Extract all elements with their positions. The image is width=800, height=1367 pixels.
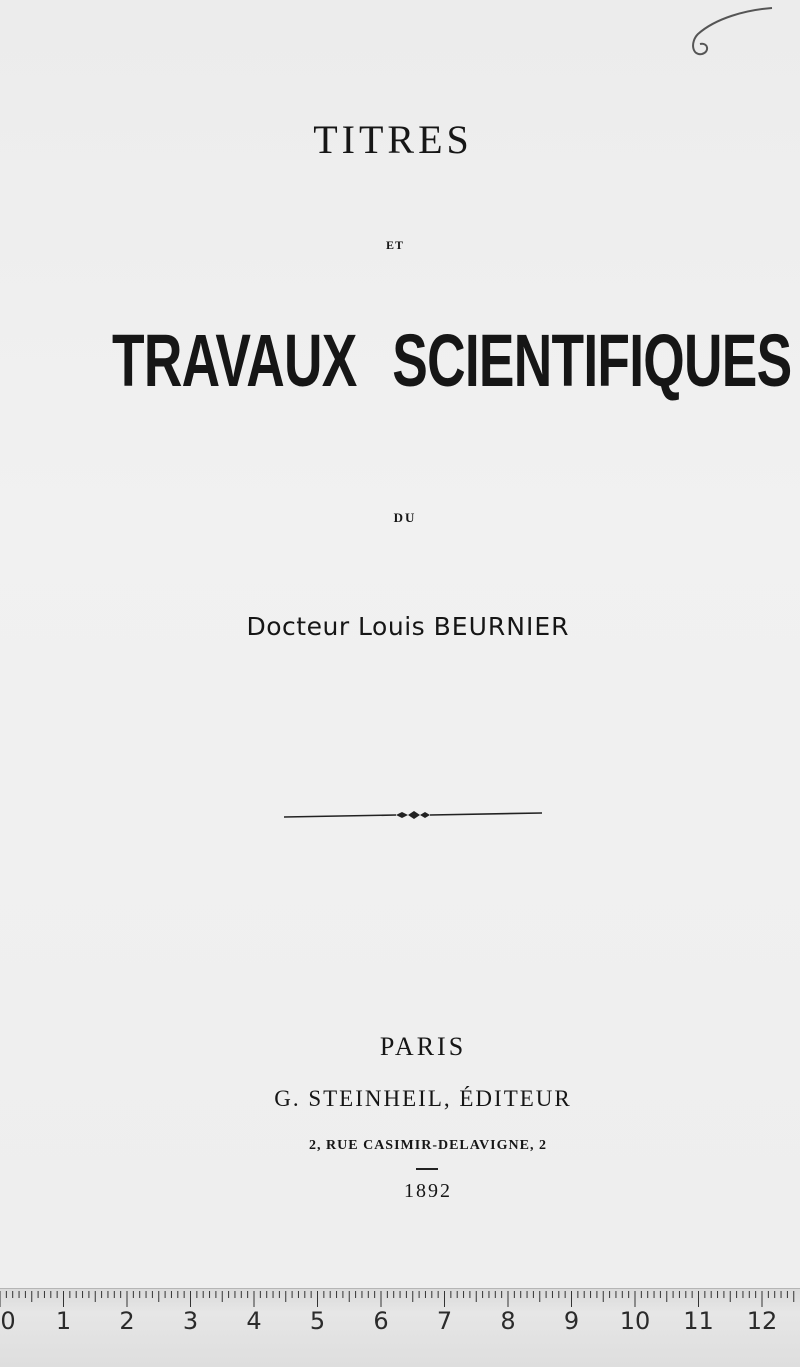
ornament-divider [284,805,544,825]
ruler-label: 9 [563,1307,580,1335]
ruler-label: 11 [683,1307,714,1335]
title-preposition: DU [393,510,417,525]
imprint-city: PARIS [379,1032,467,1061]
ruler-label: 3 [182,1307,199,1335]
ruler-label: 8 [500,1307,516,1335]
title-line-2: TRAVAUX SCIENTIFIQUES [112,319,792,402]
ruler-label: 0 [0,1307,16,1335]
imprint-year: 1892 [404,1180,452,1202]
imprint-dash [416,1168,438,1170]
imprint-publisher: G. STEINHEIL, ÉDITEUR [274,1086,572,1111]
ruler-label: 4 [246,1307,262,1335]
ruler-label: 5 [309,1307,326,1335]
handwritten-mark [686,6,776,62]
imprint-address: 2, RUE CASIMIR-DELAVIGNE, 2 [309,1138,547,1153]
ruler-label: 10 [619,1307,651,1335]
title-conjunction: ET [385,238,404,252]
ruler-label: 12 [746,1307,778,1335]
title-line-1: TITRES [313,117,473,162]
ruler-label: 2 [119,1307,135,1335]
ruler-label: 1 [55,1307,72,1335]
ruler-label: 6 [373,1307,389,1335]
author-surname: BEURNIER [433,612,570,641]
ruler-label: 7 [436,1307,453,1335]
author-name [0,612,800,641]
author-prefix: Docteur Louis [246,612,426,641]
